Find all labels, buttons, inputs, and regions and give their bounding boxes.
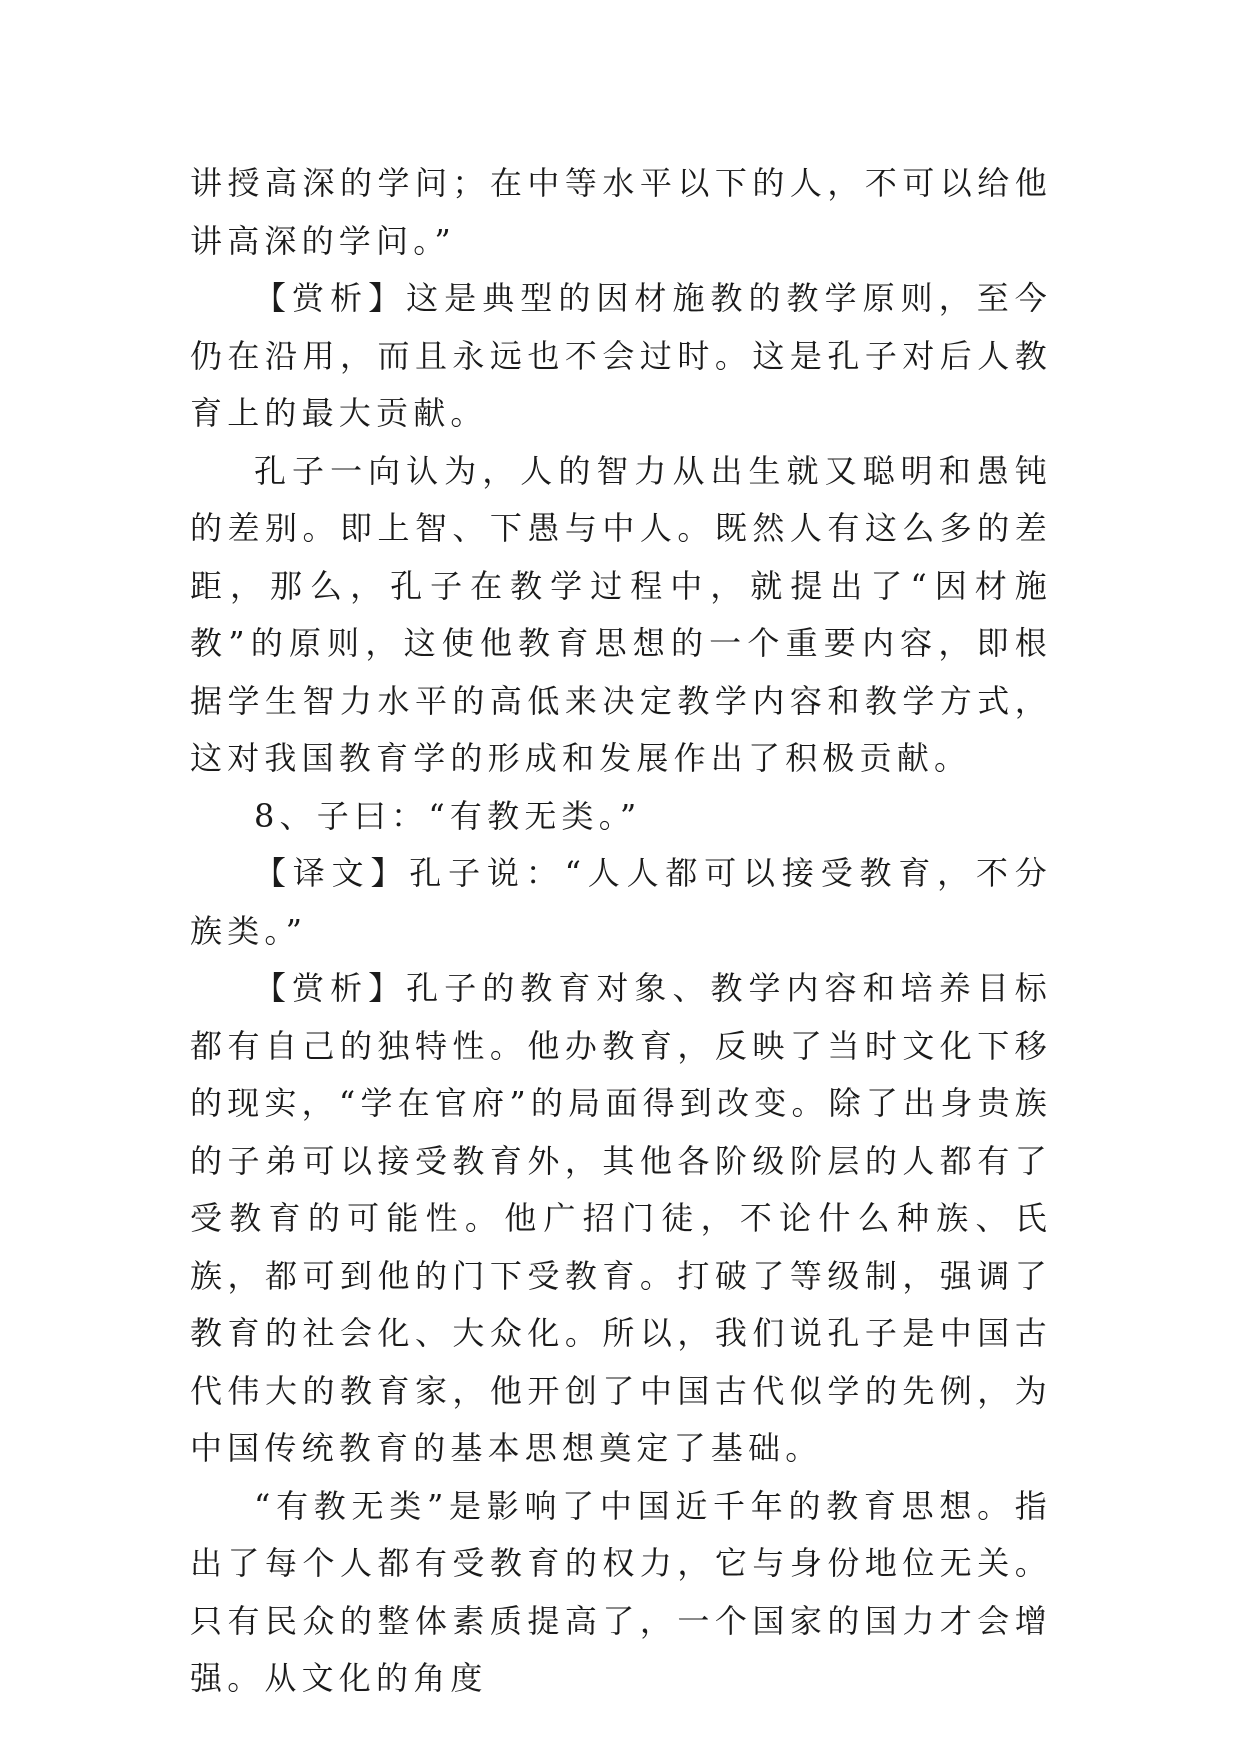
document-page <box>190 155 1052 1708</box>
paragraph: 【译文】孔子说：“人人都可以接受教育，不分族类。” <box>190 854 1052 950</box>
paragraph: 【赏析】这是典型的因材施教的教学原则，至今仍在沿用，而且永远也不会过时。这是孔子对后人教育上的最大贡献。 <box>190 279 1052 432</box>
paragraph: 8、子曰：“有教无类。” <box>254 796 642 835</box>
paragraph: 讲授高深的学问；在中等水平以下的人，不可以给他讲高深的学问。” <box>190 164 1052 260</box>
paragraph: 孔子一向认为，人的智力从出生就又聪明和愚钝的差别。即上智、下愚与中人。既然人有这么多的差距，那么，孔子在教学过程中，就提出了“因材施教”的原则，这使他教育思想的一个重要内容，即根据学生智力水平的高低来决定教学内容和教学方式，这对我国教育学的形成和发展作出了积极贡献。 <box>190 451 1052 777</box>
paragraph: “有教无类”是影响了中国近千年的教育思想。指出了每个人都有受教育的权力，它与身份地位无关。只有民众的整体素质提高了，一个国家的国力才会增强。从文化的角度 <box>190 1486 1052 1697</box>
paragraph: 【赏析】孔子的教育对象、教学内容和培养目标都有自己的独特性。他办教育，反映了当时文化下移的现实，“学在官府”的局面得到改变。除了出身贵族的子弟可以接受教育外，其他各阶级阶层的人都有了受教育的可能性。他广招门徒，不论什么种族、氏族，都可到他的门下受教育。打破了等级制，强调了教育的社会化、大众化。所以，我们说孔子是中国古代伟大的教育家，他开创了中国古代似学的先例，为中国传统教育的基本思想奠定了基础。 <box>190 969 1052 1467</box>
